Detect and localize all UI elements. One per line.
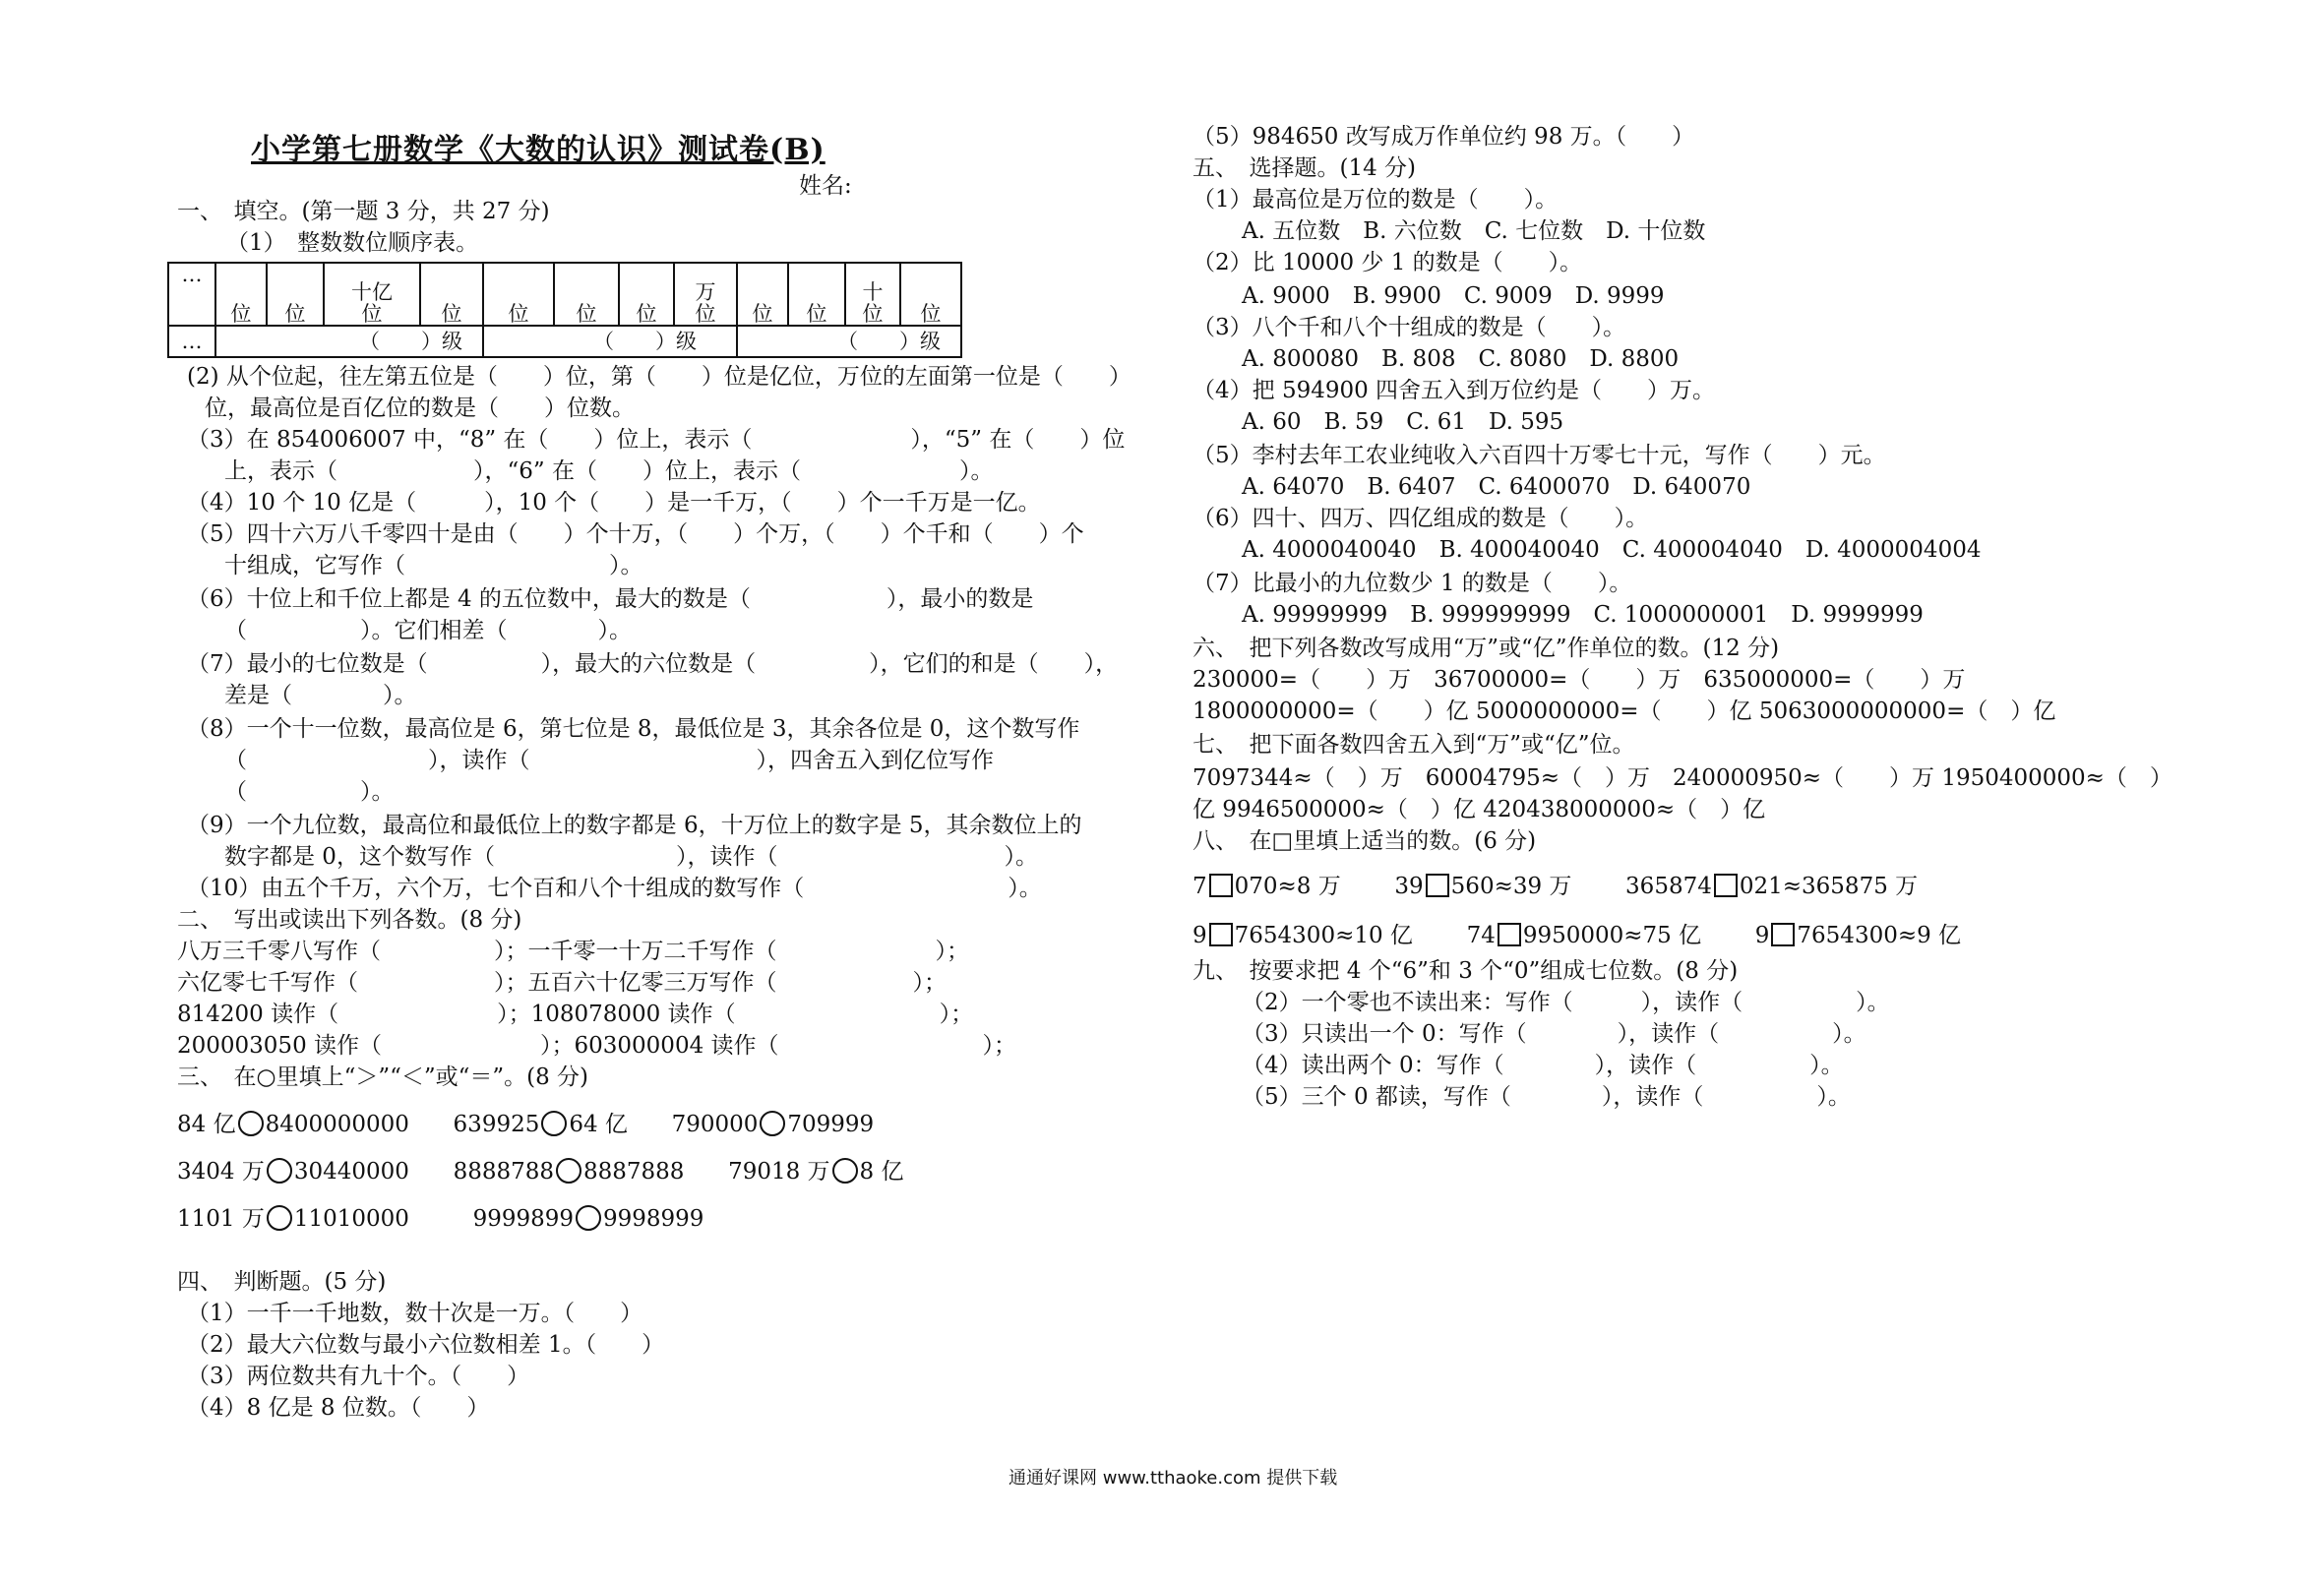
fill-box[interactable] [1771, 923, 1795, 946]
table-cell: … [168, 326, 215, 357]
table-cell: 位 [788, 263, 845, 326]
compare-row-1 [177, 1110, 874, 1139]
table-cell: 位 [483, 263, 554, 326]
section-2-heading: 二、 写出或读出下列各数。(8 分) [177, 907, 522, 933]
fill-right: 021≈365875 万 [1739, 874, 1919, 899]
question-1-9a: （9）一个九位数，最高位和最低位上的数字都是 6，十万位上的数字是 5，其余数位上的 [187, 813, 1082, 838]
choice-q3: （3）八个千和八个十组成的数是（ ）。 [1193, 315, 1626, 340]
question-1-1: （1） 整数数位顺序表。 [226, 230, 479, 256]
question-1-6b: （ ）。它们相差（ ）。 [224, 618, 632, 643]
fill-box[interactable] [1498, 923, 1521, 946]
judge-2: （2）最大六位数与最小六位数相差 1。（ ） [187, 1332, 665, 1358]
fill-right: 070≈8 万 [1234, 874, 1341, 899]
choice-a7: A. 99999999 B. 999999999 C. 1000000001 D. 9999999 [1242, 602, 1924, 628]
compare-left: 790000 [671, 1112, 759, 1137]
choice-a2: A. 9000 B. 9900 C. 9009 D. 9999 [1242, 283, 1665, 309]
question-1-7b: 差是（ ）。 [224, 683, 417, 708]
question-1-2b: 位，最高位是百亿位的数是（ ）位数。 [205, 395, 635, 421]
compare-right: 9998999 [603, 1206, 704, 1232]
section-5-heading: 五、 选择题。(14 分) [1193, 155, 1417, 181]
question-1-8c: （ ）。 [224, 779, 395, 805]
choice-q1: （1）最高位是万位的数是（ ）。 [1193, 187, 1559, 213]
fill-box[interactable] [1714, 874, 1738, 897]
section-1-heading: 一、 填空。(第一题 3 分，共 27 分) [177, 199, 550, 224]
compare-circle[interactable] [267, 1158, 292, 1184]
judge-5: （5）984650 改写成万作单位约 98 万。（ ） [1193, 124, 1695, 150]
compose-q2: （2）一个零也不读出来：写作（ ），读作（ ）。 [1242, 990, 1890, 1015]
fill-box[interactable] [1209, 923, 1233, 946]
compare-circle[interactable] [267, 1205, 292, 1231]
compose-q5: （5）三个 0 都读，写作（ ），读作（ ）。 [1242, 1084, 1851, 1110]
compare-circle[interactable] [576, 1205, 601, 1231]
fill-left: 9 [1754, 923, 1770, 948]
fill-box-row-2 [1193, 921, 1961, 950]
table-cell: 十亿 位 [324, 263, 420, 326]
table-cell: 位 [215, 263, 267, 326]
section-4-heading: 四、 判断题。(5 分) [177, 1269, 387, 1295]
judge-1: （1）一千一千地数，数十次是一万。（ ） [187, 1301, 643, 1326]
choice-a4: A. 60 B. 59 C. 61 D. 595 [1242, 409, 1564, 435]
question-1-8a: （8）一个十一位数，最高位是 6，第七位是 8，最低位是 3，其余各位是 0，这个数写作 [187, 716, 1080, 742]
question-1-3a: （3）在 854006007 中，“8” 在（ ）位上，表示（ ），“5” 在（ ）位 [187, 427, 1126, 453]
fill-left: 74 [1466, 923, 1496, 948]
choice-a5: A. 64070 B. 6407 C. 6400070 D. 640070 [1242, 474, 1751, 500]
table-cell: 十 位 [845, 263, 900, 326]
fill-left: 9 [1193, 923, 1207, 948]
compare-circle[interactable] [238, 1111, 264, 1136]
compare-left: 9999899 [472, 1206, 574, 1232]
level-cell: （ ）级 [737, 326, 961, 357]
section-6-line-1: 230000=（ ）万 36700000=（ ）万 635000000=（ ）万 [1193, 667, 1966, 693]
choice-q2: （2）比 10000 少 1 的数是（ ）。 [1193, 250, 1583, 275]
compose-q3: （3）只读出一个 0：写作（ ），读作（ ）。 [1242, 1021, 1866, 1047]
section-9-heading: 九、 按要求把 4 个“6”和 3 个“0”组成七位数。(8 分) [1193, 958, 1739, 984]
judge-3: （3）两位数共有九十个。（ ） [187, 1364, 530, 1389]
fill-left: 39 [1394, 874, 1424, 899]
page-title: 小学第七册数学《大数的认识》测试卷(B) [251, 133, 826, 167]
section-2-line-1: 八万三千零八写作（ ）；一千零一十万二千写作（ ）； [177, 939, 969, 964]
table-cell: … [168, 263, 215, 326]
question-1-7a: （7）最小的七位数是（ ），最大的六位数是（ ），它们的和是（ ）， [187, 651, 1119, 677]
compare-right: 8400000000 [265, 1112, 409, 1137]
compare-circle[interactable] [556, 1158, 581, 1184]
table-cell: 位 [267, 263, 324, 326]
table-cell: 位 [554, 263, 619, 326]
section-2-line-2: 六亿零七千写作（ ）；五百六十亿零三万写作（ ）； [177, 970, 947, 996]
fill-left: 365874 [1625, 874, 1712, 899]
compare-left: 8888788 [453, 1159, 554, 1185]
question-1-4: （4）10 个 10 亿是（ ），10 个（ ）是一千万，（ ）个一千万是一亿。 [187, 490, 1041, 516]
section-2-line-4: 200003050 读作（ ）；603000004 读作（ ）； [177, 1033, 1017, 1059]
section-7-line-2: 亿 9946500000≈（ ）亿 420438000000≈（ ）亿 [1193, 797, 1766, 822]
fill-box-row-1 [1193, 872, 1918, 901]
choice-a6: A. 4000040040 B. 400040040 C. 400004040 D. 4000004004 [1242, 537, 1982, 563]
question-1-5a: （5）四十六万八千零四十是由（ ）个十万，（ ）个万，（ ）个千和（ ）个 [187, 521, 1084, 547]
compare-left: 84 亿 [177, 1112, 236, 1137]
compare-left: 1101 万 [177, 1206, 265, 1232]
fill-right: 560≈39 万 [1450, 874, 1572, 899]
question-1-6a: （6）十位上和千位上都是 4 的五位数中，最大的数是（ ），最小的数是 [187, 586, 1034, 612]
compare-circle[interactable] [760, 1111, 785, 1136]
compare-right: 30440000 [293, 1159, 409, 1185]
choice-q7: （7）比最小的九位数少 1 的数是（ ）。 [1193, 571, 1632, 596]
footer-source: 通通好课网 www.tthaoke.com 提供下载 [1009, 1468, 1338, 1489]
question-1-5b: 十组成，它写作（ ）。 [224, 553, 643, 578]
choice-q6: （6）四十、四万、四亿组成的数是（ ）。 [1193, 506, 1649, 531]
table-cell: 位 [619, 263, 674, 326]
compare-left: 3404 万 [177, 1159, 265, 1185]
choice-a3: A. 800080 B. 808 C. 8080 D. 8800 [1242, 346, 1680, 372]
compare-right: 8 亿 [859, 1159, 904, 1185]
compare-right: 709999 [787, 1112, 875, 1137]
name-label: 姓名: [799, 173, 852, 199]
compose-q4: （4）读出两个 0：写作（ ），读作（ ）。 [1242, 1053, 1844, 1078]
level-cell: （ ）级 [483, 326, 737, 357]
place-value-table [167, 262, 962, 358]
table-cell: 位 [900, 263, 961, 326]
choice-q5: （5）李村去年工农业纯收入六百四十万零七十元，写作（ ）元。 [1193, 443, 1886, 468]
compare-left: 79018 万 [728, 1159, 830, 1185]
fill-right: 7654300≈10 亿 [1234, 923, 1413, 948]
section-7-heading: 七、 把下面各数四舍五入到“万”或“亿”位。 [1193, 732, 1635, 758]
table-cell: 万 位 [674, 263, 737, 326]
fill-left: 7 [1193, 874, 1207, 899]
table-cell: 位 [420, 263, 483, 326]
section-6-line-2: 1800000000=（ ）亿 5000000000=（ ）亿 5063000000000=（ ）亿 [1193, 699, 2056, 724]
judge-4: （4）8 亿是 8 位数。（ ） [187, 1395, 490, 1421]
compare-right: 8887888 [583, 1159, 685, 1185]
fill-right: 9950000≈75 亿 [1522, 923, 1702, 948]
question-1-8b: （ ），读作（ ），四舍五入到亿位写作 [224, 748, 994, 773]
section-6-heading: 六、 把下列各数改写成用“万”或“亿”作单位的数。(12 分) [1193, 636, 1780, 661]
section-8-heading: 八、 在□里填上适当的数。(6 分) [1193, 828, 1537, 854]
section-2-line-3: 814200 读作（ ）；108078000 读作（ ）； [177, 1002, 974, 1027]
level-cell: （ ）级 [215, 326, 483, 357]
section-7-line-1: 7097344≈（ ）万 60004795≈（ ）万 240000950≈（ ）万 1950400000≈（ ） [1193, 765, 2172, 791]
choice-q4: （4）把 594900 四舍五入到万位约是（ ）万。 [1193, 378, 1716, 403]
section-3-heading: 三、 在○里填上“＞”“＜”或“＝”。(8 分) [177, 1064, 589, 1090]
compare-circle[interactable] [541, 1111, 567, 1136]
choice-a1: A. 五位数 B. 六位数 C. 七位数 D. 十位数 [1242, 218, 1706, 244]
compare-left: 639925 [453, 1112, 540, 1137]
question-1-9b: 数字都是 0，这个数写作（ ），读作（ ）。 [224, 844, 1038, 870]
fill-box[interactable] [1209, 874, 1233, 897]
question-1-10: （10）由五个千万，六个万，七个百和八个十组成的数写作（ ）。 [187, 876, 1042, 901]
compare-circle[interactable] [832, 1158, 858, 1184]
question-1-2a: (2) 从个位起，往左第五位是（ ）位，第（ ）位是亿位，万位的左面第一位是（ ） [187, 364, 1131, 390]
compare-right: 64 亿 [569, 1112, 628, 1137]
fill-right: 7654300≈9 亿 [1797, 923, 1962, 948]
question-1-3b: 上，表示（ ），“6” 在（ ）位上，表示（ ）。 [224, 458, 994, 484]
fill-box[interactable] [1426, 874, 1449, 897]
compare-right: 11010000 [293, 1206, 409, 1232]
compare-row-2 [177, 1157, 904, 1186]
table-cell: 位 [737, 263, 788, 326]
compare-row-3 [177, 1204, 703, 1234]
